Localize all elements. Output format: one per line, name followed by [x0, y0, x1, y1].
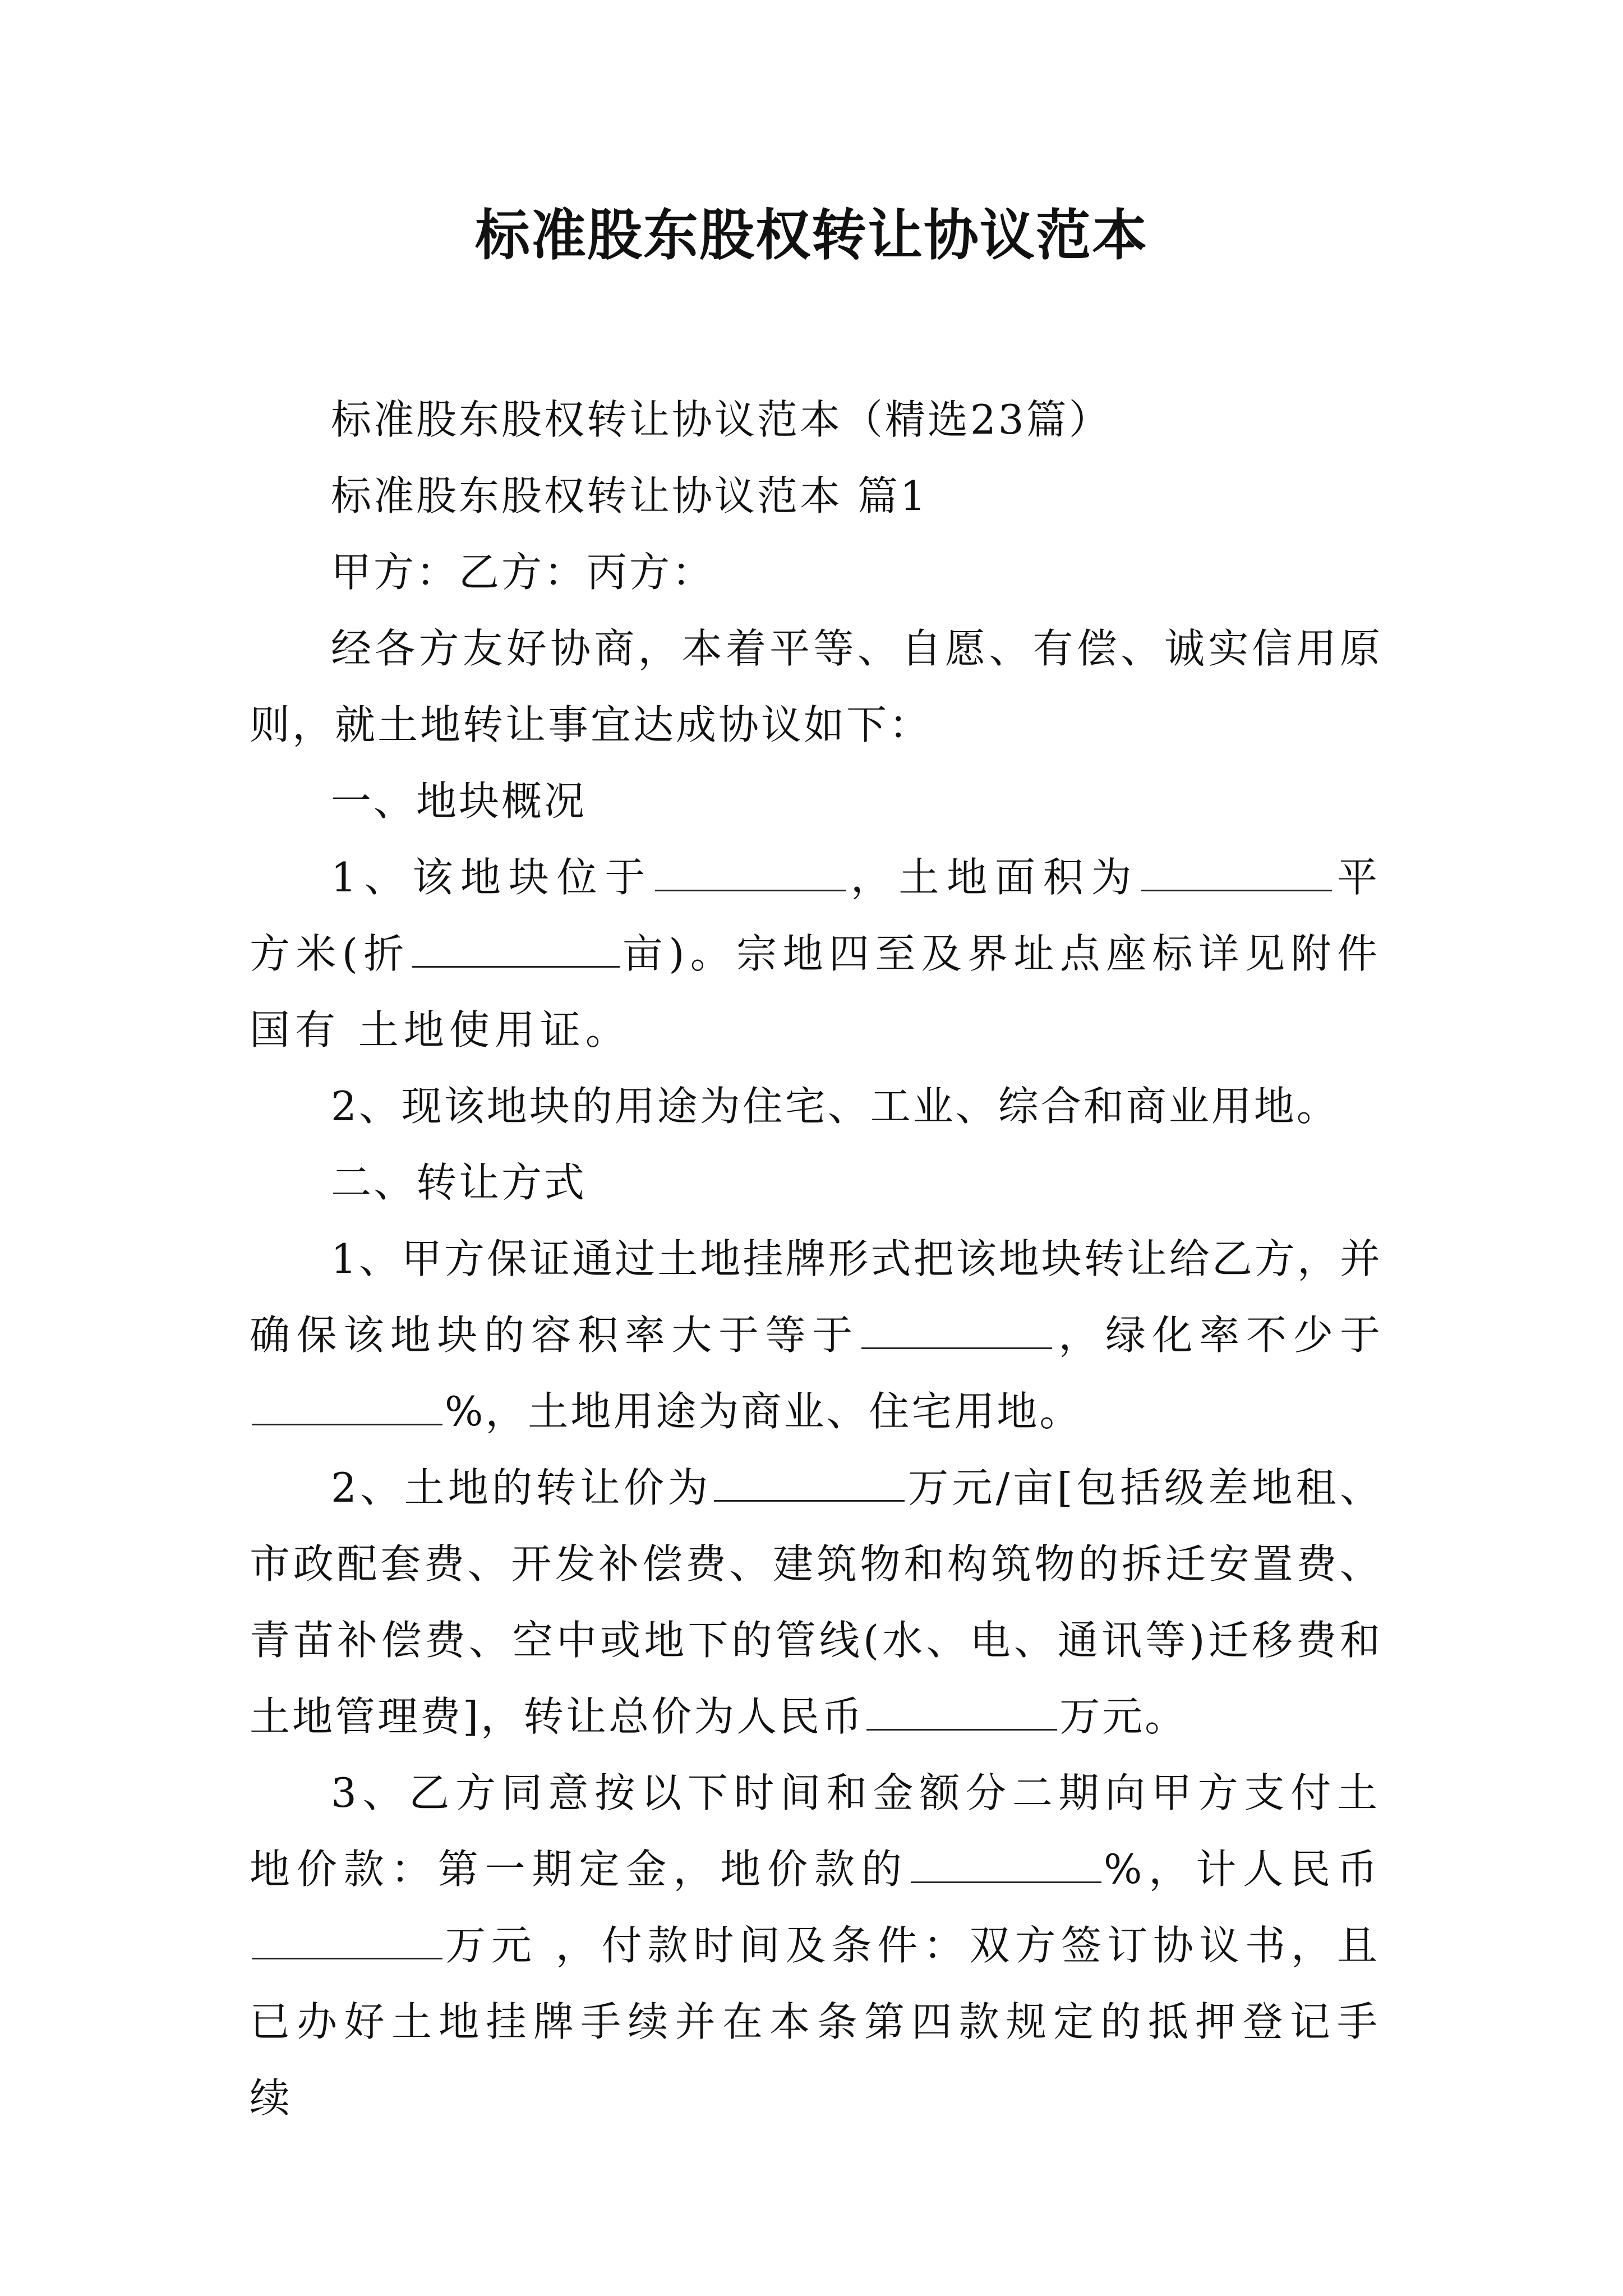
- document-subtitle: 标准股东股权转让协议范本（精选23篇）: [331, 396, 1112, 443]
- text-segment: 亩)。宗地四至及界址点座标详见附件国有 土地使用证。: [250, 930, 1382, 1053]
- fill-blank[interactable]: [866, 1694, 1057, 1731]
- text-segment: 万元 ，付款时间及条件：双方签订协议书，且已办好土地挂牌手续并在本条第四款规定的抵押登记手续: [250, 1922, 1382, 2122]
- text-segment: 1、甲方保证通过土地挂牌形式把该地块转让给乙方，并确保该地块的容积率大于等于: [250, 1235, 1382, 1359]
- paragraph-transfer-3: [250, 1755, 1382, 2136]
- text-segment: 平方米(折: [250, 854, 1382, 977]
- fill-blank[interactable]: [714, 1465, 905, 1502]
- fill-blank[interactable]: [252, 1923, 442, 1959]
- document-body: [250, 381, 1382, 2136]
- text-segment: 1、该地块位于: [331, 854, 653, 901]
- text-segment: ，土地面积为: [848, 854, 1140, 901]
- fill-blank[interactable]: [412, 931, 620, 968]
- fill-blank[interactable]: [655, 855, 846, 891]
- text-segment: 3、乙方同意按以下时间和金额分二期向甲方支付土地价款：第一期定金，地价款的: [250, 1769, 1382, 1893]
- fill-blank[interactable]: [861, 1313, 1052, 1349]
- section-heading: 标准股东股权转让协议范本 篇1: [331, 472, 928, 519]
- text-segment: ，绿化率不少于: [1054, 1312, 1382, 1359]
- heading-land-overview: 一、地块概况: [331, 777, 587, 825]
- parties-line: 甲方：乙方：丙方：: [331, 549, 715, 596]
- text-segment: 2、土地的转让价为: [331, 1464, 712, 1511]
- heading-transfer-method: 二、转让方式: [331, 1159, 587, 1206]
- paragraph-transfer-1: [250, 1221, 1382, 1450]
- document-title: 标准股东股权转让协议范本: [474, 203, 1148, 268]
- text-segment: %，土地用途为商业、住宅用地。: [445, 1388, 1082, 1435]
- text-segment: 万元。: [1059, 1693, 1188, 1740]
- paragraph-transfer-2: [250, 1450, 1382, 1755]
- intro-paragraph: 经各方友好协商，本着平等、自愿、有偿、诚实信用原则，就土地转让事宜达成协议如下：: [250, 625, 1382, 748]
- text-segment: %，计人民币: [1103, 1846, 1382, 1893]
- paragraph-land-use: 2、现该地块的用途为住宅、工业、综合和商业用地。: [331, 1083, 1339, 1130]
- fill-blank[interactable]: [252, 1389, 442, 1425]
- fill-blank[interactable]: [1141, 855, 1332, 891]
- fill-blank[interactable]: [911, 1847, 1101, 1883]
- paragraph-land-location: [250, 839, 1382, 1068]
- text-segment: 万元/亩[包括级差地租、市政配套费、开发补偿费、建筑物和构筑物的拆迁安置费、青苗补偿费、空中或地下的管线(水、电、通讯等)迁移费和土地管理费]，转让总价为人民币: [250, 1464, 1382, 1740]
